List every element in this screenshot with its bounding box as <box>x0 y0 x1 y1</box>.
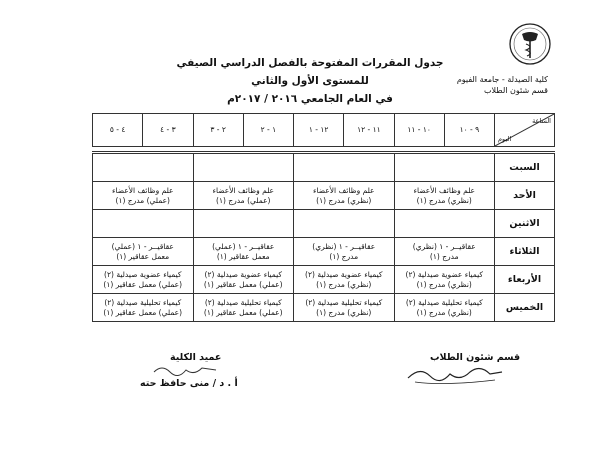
table-header-row <box>93 114 555 147</box>
slot-cell: علم وظائف الأعضاء (نظري) مدرج (١) <box>394 182 495 210</box>
table-row-tuesday <box>93 238 555 266</box>
dean-name: أ . د / منى حافظ حته <box>140 378 238 389</box>
slot-cell: كيمياء تحليلية صيدلية (٢) (نظري) مدرج (١) <box>294 294 395 322</box>
slot-cell: عقاقيــر - ١ (نظري) مدرج (١) <box>394 238 495 266</box>
college-name <box>457 74 548 96</box>
day-label: الأربعاء <box>495 266 555 294</box>
time-slot-header: ١ - ٢ <box>243 114 293 147</box>
slot-cell: كيمياء عضوية صيدلية (٢) (نظري) مدرج (١) <box>294 266 395 294</box>
slot-cell: علم وظائف الأعضاء (نظري) مدرج (١) <box>294 182 395 210</box>
corner-cell <box>495 114 555 147</box>
title-line2: في العام الجامعي ٢٠١٦ / ٢٠١٧م <box>227 93 393 105</box>
dean-signature <box>150 362 220 378</box>
slot-cell: كيمياء تحليلية صيدلية (٢) (نظري) مدرج (١) <box>394 294 495 322</box>
table-row-sunday <box>93 182 555 210</box>
table-row-monday <box>93 210 555 238</box>
day-label: الخميس <box>495 294 555 322</box>
college-line1: كلية الصيدلة - جامعة الفيوم <box>456 75 548 84</box>
table-row-thursday <box>93 294 555 322</box>
slot-cell: علم وظائف الأعضاء (عملي) مدرج (١) <box>93 182 194 210</box>
slot-cell <box>93 153 194 182</box>
day-label: الاثنين <box>495 210 555 238</box>
slot-cell <box>193 153 294 182</box>
table-row-saturday <box>93 153 555 182</box>
slot-cell: عقاقيــر - ١ (عملي) معمل عقاقير (١) <box>93 238 194 266</box>
title-line1: جدول المقررات المفتوحة بالفصل الدراسي الصيفي للمستوى الأول والثاني <box>176 57 444 87</box>
time-slot-header: ٢ - ٣ <box>193 114 243 147</box>
time-slot-header: ٩ - ١٠ <box>444 114 494 147</box>
table-row-wednesday <box>93 266 555 294</box>
day-label: الثلاثاء <box>495 238 555 266</box>
slot-cell: كيمياء عضوية صيدلية (٢) (نظري) مدرج (١) <box>394 266 495 294</box>
slot-cell <box>394 210 495 238</box>
slot-cell <box>193 210 294 238</box>
slot-cell <box>394 153 495 182</box>
student-affairs-signature <box>405 360 505 386</box>
slot-cell: كيمياء عضوية صيدلية (٢) (عملي) معمل عقاقير (١) <box>193 266 294 294</box>
slot-cell: عقاقيــر - ١ (عملي) معمل عقاقير (١) <box>193 238 294 266</box>
slot-cell <box>93 210 194 238</box>
time-slot-header: ١١ - ١٢ <box>344 114 394 147</box>
slot-cell: عقاقيــر - ١ (نظري) مدرج (١) <box>294 238 395 266</box>
day-label: الأحد <box>495 182 555 210</box>
time-slot-header: ١٢ - ١ <box>294 114 344 147</box>
slot-cell <box>294 153 395 182</box>
slot-cell <box>294 210 395 238</box>
document-title <box>160 54 460 108</box>
schedule-table <box>92 113 555 322</box>
college-logo <box>505 20 555 68</box>
time-slot-header: ٤ - ٥ <box>93 114 143 147</box>
time-slot-header: ٣ - ٤ <box>143 114 193 147</box>
college-line2: قسم شئون الطلاب <box>483 86 548 95</box>
slot-cell: كيمياء عضوية صيدلية (٢) (عملي) معمل عقاقير (١) <box>93 266 194 294</box>
time-slot-header: ١٠ - ١١ <box>394 114 444 147</box>
corner-time-label: الساعة <box>532 117 551 125</box>
dean-title: عميد الكلية <box>170 352 222 363</box>
slot-cell: علم وظائف الأعضاء (عملي) مدرج (١) <box>193 182 294 210</box>
student-affairs-title: قسم شئون الطلاب <box>430 352 521 363</box>
slot-cell: كيمياء تحليلية صيدلية (٢) (عملي) معمل عقاقير (١) <box>193 294 294 322</box>
day-label: السبت <box>495 153 555 182</box>
slot-cell: كيمياء تحليلية صيدلية (٢) (عملي) معمل عقاقير (١) <box>93 294 194 322</box>
corner-day-label: اليوم <box>498 135 512 143</box>
